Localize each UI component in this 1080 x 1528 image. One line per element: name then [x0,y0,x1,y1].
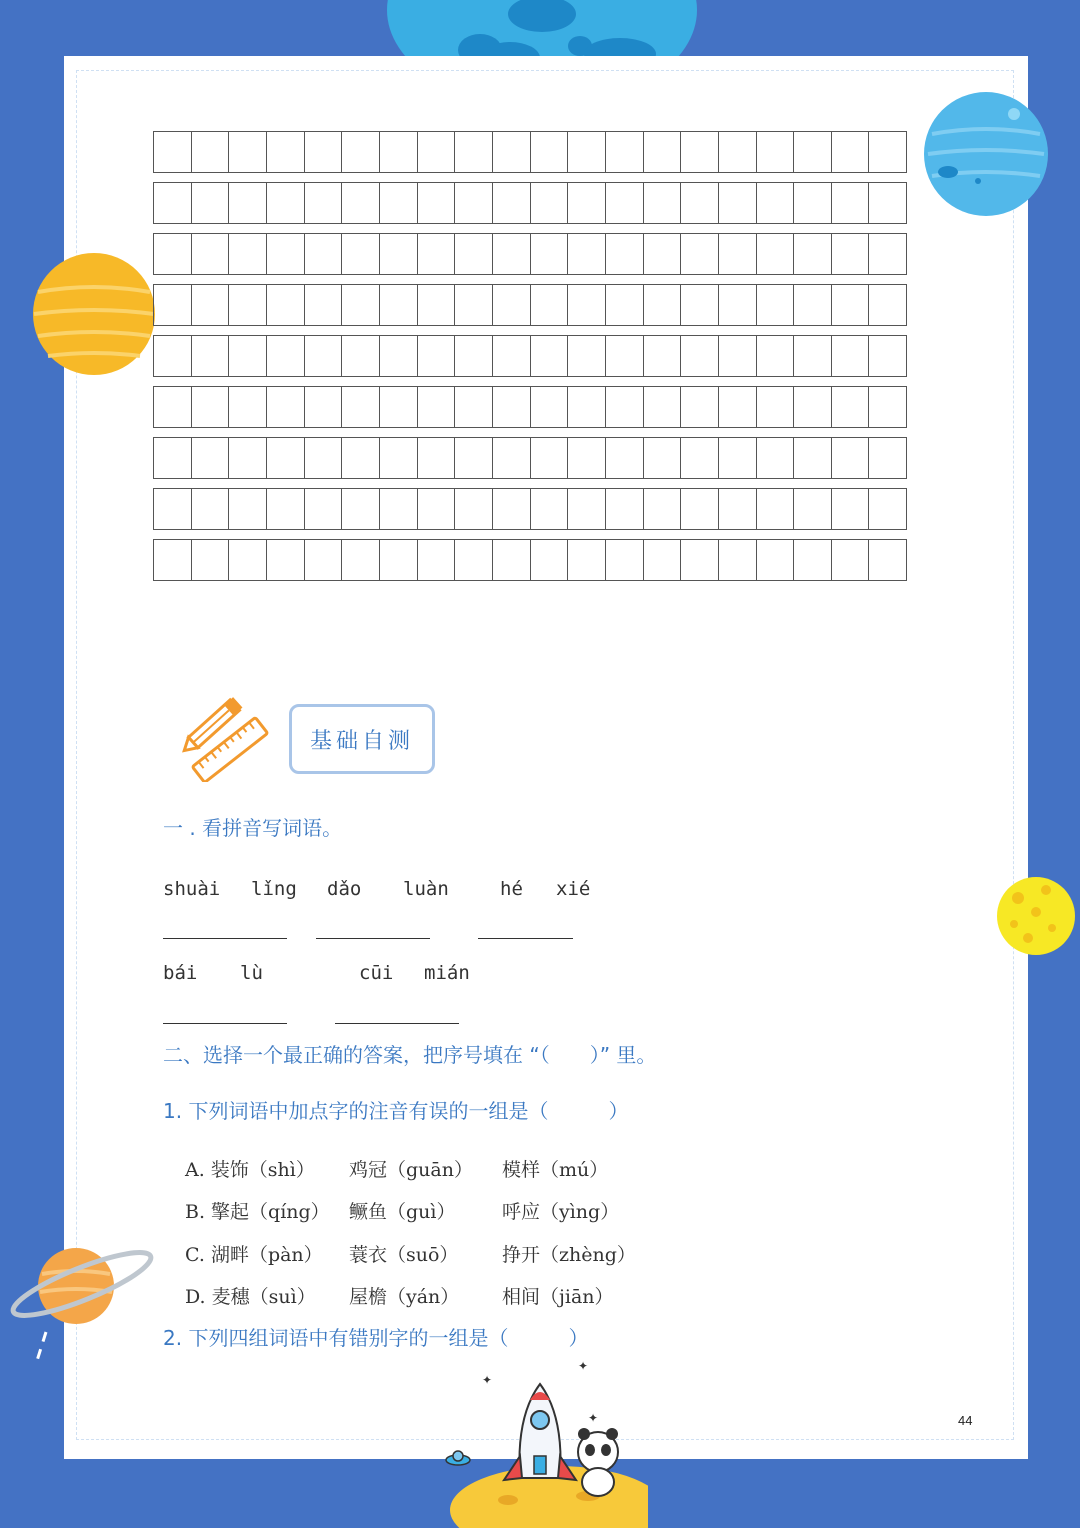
writing-grid [153,131,907,581]
grid-cell[interactable] [267,132,305,172]
grid-cell[interactable] [154,489,192,529]
pinyin-dao: dǎo [327,878,362,900]
grid-cell[interactable] [380,387,418,427]
grid-cell[interactable] [342,285,380,325]
grid-cell[interactable] [192,387,230,427]
option-d-word-3: 相间（jiān） [502,1286,614,1308]
grid-cell[interactable] [267,540,305,580]
grid-cell[interactable] [606,438,644,478]
question-1-heading: 一 . 看拼音写词语。 [163,816,343,840]
answer-blank[interactable] [316,938,430,939]
grid-cell[interactable] [568,387,606,427]
grid-cell[interactable] [794,438,832,478]
grid-cell[interactable] [267,285,305,325]
grid-cell[interactable] [644,183,682,223]
grid-cell[interactable] [342,438,380,478]
grid-cell[interactable] [305,540,343,580]
grid-cell[interactable] [267,183,305,223]
grid-cell[interactable] [681,132,719,172]
grid-cell[interactable] [869,132,906,172]
grid-cell[interactable] [229,132,267,172]
grid-cell[interactable] [568,540,606,580]
grid-cell[interactable] [418,183,456,223]
grid-cell[interactable] [267,336,305,376]
grid-cell[interactable] [229,540,267,580]
pinyin-xie: xié [556,878,591,900]
grid-cell[interactable] [606,183,644,223]
grid-cell[interactable] [794,132,832,172]
grid-cell[interactable] [531,132,569,172]
grid-cell[interactable] [192,183,230,223]
grid-cell[interactable] [493,489,531,529]
grid-cell[interactable] [832,183,870,223]
option-d-word-2: 屋檐（yán） [349,1286,460,1308]
grid-cell[interactable] [342,489,380,529]
grid-cell[interactable] [644,438,682,478]
grid-cell[interactable] [229,285,267,325]
grid-cell[interactable] [644,234,682,274]
grid-cell[interactable] [794,540,832,580]
grid-cell[interactable] [869,183,906,223]
grid-cell[interactable] [606,489,644,529]
grid-cell[interactable] [757,336,795,376]
grid-cell[interactable] [832,438,870,478]
grid-cell[interactable] [455,285,493,325]
grid-cell[interactable] [229,489,267,529]
grid-cell[interactable] [418,489,456,529]
grid-cell[interactable] [455,336,493,376]
grid-cell[interactable] [531,336,569,376]
grid-cell[interactable] [568,132,606,172]
grid-cell[interactable] [832,489,870,529]
pinyin-bai: bái [163,962,198,984]
grid-cell[interactable] [644,132,682,172]
grid-cell[interactable] [531,438,569,478]
grid-cell[interactable] [192,234,230,274]
grid-cell[interactable] [380,183,418,223]
option-b-word-2: 鳜鱼（guì） [349,1201,456,1223]
answer-blank[interactable] [163,1023,287,1024]
grid-cell[interactable] [757,234,795,274]
grid-cell[interactable] [455,132,493,172]
grid-cell[interactable] [305,489,343,529]
grid-cell[interactable] [644,387,682,427]
grid-cell[interactable] [719,285,757,325]
grid-cell[interactable] [267,489,305,529]
grid-cell[interactable] [455,540,493,580]
grid-cell[interactable] [342,132,380,172]
grid-cell[interactable] [869,489,906,529]
pinyin-shuai: shuài [163,878,221,900]
grid-cell[interactable] [719,336,757,376]
grid-cell[interactable] [832,132,870,172]
grid-cell[interactable] [832,540,870,580]
grid-cell[interactable] [606,234,644,274]
grid-cell[interactable] [192,132,230,172]
grid-cell[interactable] [869,285,906,325]
grid-cell[interactable] [380,540,418,580]
grid-cell[interactable] [154,438,192,478]
blue-planet-icon [922,90,1050,218]
grid-cell[interactable] [719,234,757,274]
grid-cell[interactable] [493,438,531,478]
grid-cell[interactable] [869,234,906,274]
grid-cell[interactable] [719,489,757,529]
grid-cell[interactable] [568,489,606,529]
grid-cell[interactable] [719,183,757,223]
grid-cell[interactable] [192,489,230,529]
option-b-word-3: 呼应（yìng） [502,1201,620,1223]
grid-cell[interactable] [531,387,569,427]
grid-cell[interactable] [229,387,267,427]
option-b-word-1: B. 擎起（qíng） [185,1201,330,1223]
grid-cell[interactable] [229,438,267,478]
grid-cell[interactable] [493,183,531,223]
grid-cell[interactable] [869,540,906,580]
grid-cell[interactable] [380,336,418,376]
grid-cell[interactable] [869,387,906,427]
grid-cell[interactable] [380,132,418,172]
option-a-word-3: 模样（mú） [502,1159,609,1181]
grid-cell[interactable] [681,336,719,376]
grid-cell[interactable] [455,183,493,223]
rocket-panda-moon-icon [438,1360,648,1528]
grid-cell[interactable] [794,336,832,376]
grid-cell[interactable] [681,234,719,274]
grid-cell[interactable] [531,183,569,223]
grid-row [153,131,907,173]
grid-cell[interactable] [493,132,531,172]
grid-cell[interactable] [342,387,380,427]
grid-cell[interactable] [418,234,456,274]
answer-blank[interactable] [335,1023,459,1024]
grid-cell[interactable] [154,132,192,172]
grid-cell[interactable] [305,336,343,376]
grid-cell[interactable] [229,234,267,274]
grid-cell[interactable] [418,540,456,580]
grid-row [153,386,907,428]
grid-cell[interactable] [719,387,757,427]
grid-cell[interactable] [832,285,870,325]
grid-cell[interactable] [418,387,456,427]
pinyin-luan: luàn [403,878,449,900]
grid-cell[interactable] [681,438,719,478]
grid-cell[interactable] [493,234,531,274]
grid-cell[interactable] [493,285,531,325]
grid-cell[interactable] [455,387,493,427]
grid-cell[interactable] [681,540,719,580]
grid-cell[interactable] [455,438,493,478]
grid-cell[interactable] [305,285,343,325]
grid-row [153,284,907,326]
grid-cell[interactable] [305,183,343,223]
page-number: 44 [958,1413,973,1428]
grid-cell[interactable] [229,183,267,223]
grid-cell[interactable] [719,540,757,580]
grid-cell[interactable] [154,183,192,223]
grid-cell[interactable] [229,336,267,376]
section-title-box [289,704,435,774]
grid-cell[interactable] [342,183,380,223]
pinyin-mian: mián [424,962,470,984]
grid-cell[interactable] [568,183,606,223]
grid-cell[interactable] [681,183,719,223]
grid-cell[interactable] [342,234,380,274]
grid-cell[interactable] [192,336,230,376]
grid-row [153,488,907,530]
grid-cell[interactable] [342,336,380,376]
grid-cell[interactable] [380,438,418,478]
grid-cell[interactable] [606,387,644,427]
pinyin-cui: cūi [359,962,394,984]
option-a-word-1: A. 装饰（shì） [185,1159,315,1181]
grid-cell[interactable] [531,234,569,274]
grid-cell[interactable] [869,336,906,376]
grid-cell[interactable] [757,285,795,325]
grid-cell[interactable] [154,285,192,325]
grid-cell[interactable] [644,285,682,325]
grid-cell[interactable] [531,540,569,580]
grid-cell[interactable] [568,285,606,325]
svg-text:✦: ✦ [588,1411,599,1425]
svg-text:✦: ✦ [578,1360,589,1373]
grid-cell[interactable] [493,540,531,580]
section-title: 基础自测 [309,727,414,753]
grid-cell[interactable] [757,132,795,172]
grid-cell[interactable] [794,183,832,223]
grid-cell[interactable] [644,336,682,376]
grid-cell[interactable] [832,387,870,427]
pencil-ruler-icon [176,686,272,782]
grid-cell[interactable] [267,438,305,478]
grid-cell[interactable] [493,387,531,427]
grid-cell[interactable] [794,387,832,427]
grid-cell[interactable] [644,489,682,529]
option-c-word-2: 蓑衣（suō） [349,1244,459,1266]
grid-cell[interactable] [531,489,569,529]
grid-cell[interactable] [757,540,795,580]
grid-cell[interactable] [568,336,606,376]
grid-cell[interactable] [418,336,456,376]
grid-cell[interactable] [606,285,644,325]
grid-cell[interactable] [267,234,305,274]
grid-row [153,182,907,224]
option-d-word-1: D. 麦穗（suì） [185,1286,316,1308]
grid-cell[interactable] [794,234,832,274]
grid-cell[interactable] [342,540,380,580]
saturn-planet-icon [6,1240,156,1370]
grid-cell[interactable] [305,132,343,172]
pinyin-lu: lù [240,962,263,984]
grid-cell[interactable] [305,234,343,274]
grid-cell[interactable] [418,132,456,172]
grid-cell[interactable] [154,387,192,427]
grid-cell[interactable] [832,234,870,274]
grid-cell[interactable] [493,336,531,376]
grid-cell[interactable] [531,285,569,325]
question-2-sub-1: 1. 下列词语中加点字的注音有误的一组是（ ） [163,1099,629,1123]
grid-cell[interactable] [380,285,418,325]
grid-cell[interactable] [380,489,418,529]
grid-row [153,539,907,581]
grid-row [153,335,907,377]
grid-cell[interactable] [606,336,644,376]
grid-cell[interactable] [154,234,192,274]
grid-cell[interactable] [380,234,418,274]
grid-row [153,233,907,275]
grid-cell[interactable] [305,438,343,478]
grid-cell[interactable] [568,438,606,478]
grid-cell[interactable] [455,234,493,274]
grid-cell[interactable] [757,387,795,427]
grid-cell[interactable] [757,183,795,223]
grid-cell[interactable] [681,489,719,529]
grid-cell[interactable] [606,132,644,172]
grid-cell[interactable] [418,438,456,478]
option-c-word-1: C. 湖畔（pàn） [185,1244,323,1266]
grid-cell[interactable] [794,285,832,325]
grid-row [153,437,907,479]
grid-cell[interactable] [681,285,719,325]
answer-blank[interactable] [478,938,573,939]
yellow-planet-icon [32,252,158,378]
grid-cell[interactable] [568,234,606,274]
grid-cell[interactable] [719,132,757,172]
pinyin-ling: lǐng [251,878,297,900]
grid-cell[interactable] [192,438,230,478]
pinyin-he: hé [500,878,523,900]
grid-cell[interactable] [418,285,456,325]
option-c-word-3: 挣开（zhèng） [502,1244,636,1266]
option-a-word-2: 鸡冠（guān） [349,1159,473,1181]
grid-cell[interactable] [644,540,682,580]
svg-text:✦: ✦ [482,1373,493,1387]
answer-blank[interactable] [163,938,287,939]
grid-cell[interactable] [267,387,305,427]
grid-cell[interactable] [192,540,230,580]
grid-cell[interactable] [154,540,192,580]
yellow-moon-icon [996,876,1078,958]
grid-cell[interactable] [719,438,757,478]
grid-cell[interactable] [832,336,870,376]
grid-cell[interactable] [757,489,795,529]
grid-cell[interactable] [794,489,832,529]
grid-cell[interactable] [305,387,343,427]
question-2-sub-2: 2. 下列四组词语中有错别字的一组是（ ） [163,1326,589,1350]
grid-cell[interactable] [455,489,493,529]
grid-cell[interactable] [757,438,795,478]
grid-cell[interactable] [606,540,644,580]
grid-cell[interactable] [154,336,192,376]
grid-cell[interactable] [192,285,230,325]
question-2-heading: 二、选择一个最正确的答案，把序号填在 “（ ）” 里。 [163,1043,657,1067]
grid-cell[interactable] [869,438,906,478]
grid-cell[interactable] [681,387,719,427]
